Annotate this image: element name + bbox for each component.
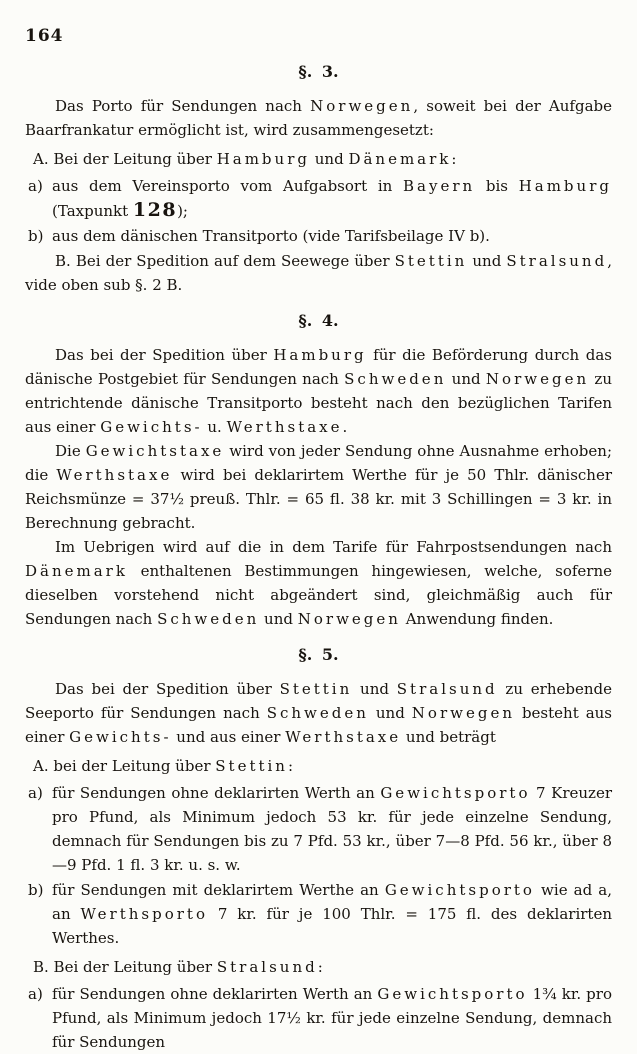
- emphasized-text: Stettin: [394, 252, 468, 270]
- body-text: und: [259, 610, 298, 628]
- list-item-marker: b): [28, 227, 44, 245]
- body-text: enthaltenen Bestimmungen hingewiesen, welche, soferne dieselben vorstehend nicht abgeändert sind, gleichmäßig auch für Sendungen nach: [25, 562, 612, 628]
- body-text: und: [309, 150, 349, 168]
- body-text: A. bei der Leitung über: [33, 757, 216, 775]
- list-item-text: [52, 982, 612, 1054]
- body-text: :: [451, 150, 457, 168]
- body-text: , soweit bei der Aufgabe Baarfrankatur ermöglicht ist, wird zusammengesetzt:: [25, 97, 612, 139]
- body-text: zu entrichtende dänische Transitporto besteht nach den bezüglichen Tarifen aus einer: [25, 370, 612, 436]
- body-text: Die: [55, 442, 86, 460]
- list-item-marker: a): [28, 784, 43, 802]
- emphasized-text: Gewichtsporto: [377, 985, 528, 1003]
- emphasized-text: Bayern: [403, 177, 476, 195]
- paragraph: [25, 535, 612, 631]
- emphasized-text: Stettin: [215, 757, 288, 775]
- body-text: für Sendungen ohne deklarirten Werth an: [52, 784, 381, 802]
- body-text: (Taxpunkt: [52, 202, 133, 220]
- body-text: );: [177, 202, 188, 220]
- body-text: 1¾ kr. pro Pfund, als Minimum jedoch 17½ kr. für jede einzelne Sendung, demnach für Sendungen: [52, 985, 612, 1051]
- body-text: A. Bei der Leitung über: [33, 150, 217, 168]
- list-item: [25, 174, 612, 223]
- section-heading: §. 4.: [298, 311, 339, 330]
- body-text: , vide oben sub §. 2 B.: [25, 252, 612, 294]
- list-item: [25, 982, 612, 1054]
- section-heading: §. 5.: [298, 645, 339, 664]
- emphasized-text: Gewichtsporto: [380, 784, 531, 802]
- emphasized-text: Gewichtstaxe: [85, 442, 225, 460]
- emphasized-text: Werthstaxe: [226, 418, 343, 436]
- emphasized-text: Norwegen: [485, 370, 590, 388]
- body-text: B. Bei der Leitung über: [33, 958, 217, 976]
- sub-heading: [25, 147, 612, 171]
- body-text: für Sendungen ohne deklarirten Werth an: [52, 985, 378, 1003]
- body-text: 7 kr. für je 100 Thlr. = 175 fl. des deklarirten Werthes.: [52, 905, 613, 947]
- list-item: [25, 224, 612, 248]
- page-number: 164: [25, 26, 64, 46]
- body-text: und: [352, 680, 397, 698]
- body-text: wie ad a, an: [52, 881, 612, 923]
- tax-point-number: 128: [132, 199, 178, 221]
- list-item-marker: b): [28, 881, 44, 899]
- list-item: [25, 781, 612, 877]
- body-text: und: [446, 370, 486, 388]
- emphasized-text: Werthstaxe: [285, 728, 402, 746]
- emphasized-text: Stralsund: [216, 958, 318, 976]
- body-text: wird bei deklarirtem Werthe für je 50 Thlr. dänischer Reichsmünze = 37½ preuß. Thlr. = 65 fl. 38 kr. mit 3 Schillingen = 3 kr. in Berechnung gebracht.: [25, 466, 613, 532]
- list-item-marker: a): [28, 177, 43, 195]
- emphasized-text: Schweden: [157, 610, 260, 628]
- body-text: u.: [202, 418, 227, 436]
- paragraph: [25, 677, 612, 749]
- emphasized-text: Gewichtsporto: [384, 881, 535, 899]
- body-text: zu erhebende Seeporto für Sendungen nach: [25, 680, 612, 722]
- list-item-text: [52, 224, 612, 248]
- body-text: für die Beförderung durch das dänische Postgebiet für Sendungen nach: [25, 346, 612, 388]
- body-text: Im Uebrigen wird auf die in dem Tarife für Fahrpostsendungen nach: [55, 538, 612, 556]
- emphasized-text: Gewichts-: [100, 418, 203, 436]
- emphasized-text: Gewichts-: [69, 728, 172, 746]
- list-item-text: [52, 878, 612, 950]
- paragraph: [25, 94, 612, 142]
- body-text: aus dem Vereinsporto vom Aufgabsort in: [52, 177, 403, 195]
- emphasized-text: Werthstaxe: [56, 466, 173, 484]
- section-heading: §. 3.: [298, 62, 339, 81]
- text-block: [25, 60, 612, 1054]
- emphasized-text: Schweden: [266, 704, 369, 722]
- body-text: aus dem dänischen Transitporto (vide Tarifsbeilage IV b).: [52, 227, 490, 245]
- body-text: Das bei der Spedition über: [55, 680, 280, 698]
- body-text: Anwendung finden.: [400, 610, 554, 628]
- paragraph: [25, 343, 612, 439]
- emphasized-text: Hamburg: [273, 346, 367, 364]
- emphasized-text: Stralsund: [506, 252, 608, 270]
- emphasized-text: Norwegen: [297, 610, 401, 628]
- body-text: B. Bei der Spedition auf dem Seewege über: [55, 252, 395, 270]
- body-text: Das Porto für Sendungen nach: [55, 97, 311, 115]
- list-item-text: [52, 174, 612, 223]
- emphasized-text: Hamburg: [216, 150, 310, 168]
- emphasized-text: Dänemark: [348, 150, 452, 168]
- body-text: .: [342, 418, 348, 436]
- body-text: Das bei der Spedition über: [55, 346, 274, 364]
- paragraph: [25, 249, 612, 297]
- emphasized-text: Dänemark: [25, 562, 128, 580]
- body-text: und beträgt: [401, 728, 496, 746]
- body-text: :: [287, 757, 294, 775]
- list-item: [25, 878, 612, 950]
- body-text: und: [368, 704, 412, 722]
- body-text: besteht aus einer: [25, 704, 613, 746]
- body-text: 7 Kreuzer pro Pfund, als Minimum jedoch 53 kr. für jede einzelne Sendung, demnach für Sendungen bis zu 7 Pfd. 53 kr., über 7—8 Pfd. 56 kr., über 8—9 Pfd. 1 fl. 3 kr. u. s. w.: [52, 784, 612, 874]
- emphasized-text: Stralsund: [396, 680, 498, 698]
- body-text: wird von jeder Sendung ohne Ausnahme erhoben; die: [25, 442, 612, 484]
- emphasized-text: Schweden: [344, 370, 447, 388]
- body-text: für Sendungen mit deklarirtem Werthe an: [52, 881, 385, 899]
- sub-heading: [25, 754, 612, 778]
- emphasized-text: Hamburg: [518, 177, 612, 195]
- sub-heading: [25, 955, 612, 979]
- body-text: und aus einer: [171, 728, 286, 746]
- list-item-text: [52, 781, 612, 877]
- paragraph: [25, 439, 612, 535]
- body-text: bis: [475, 177, 519, 195]
- emphasized-text: Norwegen: [411, 704, 515, 722]
- emphasized-text: Norwegen: [310, 97, 414, 115]
- list-item-marker: a): [28, 985, 43, 1003]
- body-text: und: [467, 252, 507, 270]
- body-text: :: [317, 958, 323, 976]
- emphasized-text: Werthsporto: [80, 905, 208, 923]
- emphasized-text: Stettin: [279, 680, 353, 698]
